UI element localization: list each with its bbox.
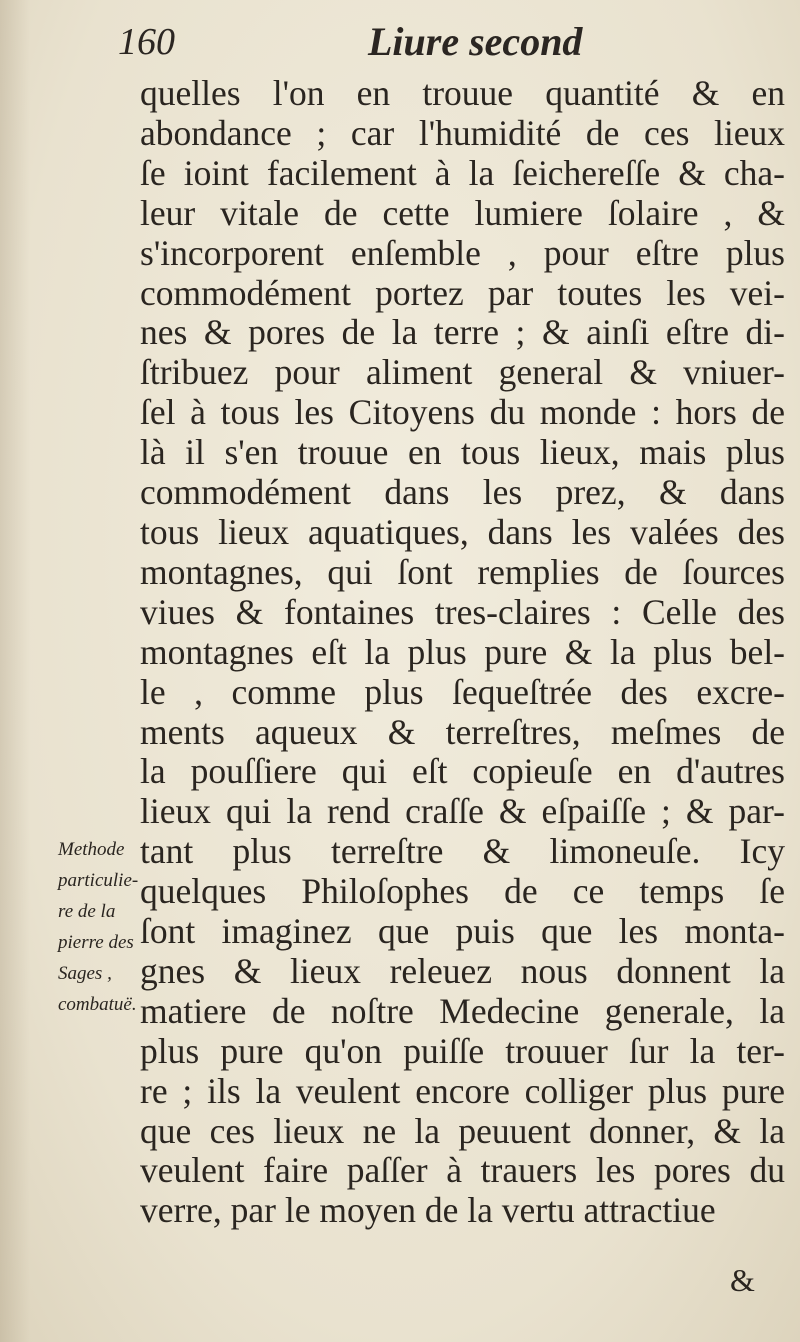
text-line: le , comme plus ſequeſtrée des excre- <box>140 671 785 712</box>
margin-note-line: re de la <box>58 901 116 922</box>
text-line: leur vitale de cette lumiere ſolaire , & <box>140 192 785 233</box>
gutter-shadow <box>0 0 30 1342</box>
margin-note <box>58 834 150 1020</box>
text-line: abondance ; car l'humidité de ces lieux <box>140 112 785 153</box>
text-line: s'incorporent enſemble , pour eſtre plus <box>140 232 785 273</box>
text-line: quelques Philoſophes de ce temps ſe <box>140 871 785 912</box>
page-number: 160 <box>118 21 175 63</box>
text-line: gnes & lieux releuez nous donnent la <box>140 950 785 991</box>
page-header <box>118 14 678 74</box>
text-line: ments aqueux & terreſtres, meſmes de <box>140 711 785 752</box>
catchword: & <box>730 1262 755 1298</box>
text-line: ſel à tous les Citoyens du monde : hors de <box>140 392 785 433</box>
text-line: plus pure qu'on puiſſe trouuer ſur la ter- <box>140 1030 785 1071</box>
text-line: montagnes, qui ſont remplies de ſources <box>140 551 785 592</box>
text-line: re ; ils la veulent encore colliger plus pure <box>140 1070 785 1111</box>
text-line: commodément dans les prez, & dans <box>140 472 785 513</box>
body-text <box>140 74 785 1231</box>
text-line: lieux qui la rend craſſe & eſpaiſſe ; & par- <box>140 791 785 832</box>
text-line: matiere de noſtre Medecine generale, la <box>140 990 785 1031</box>
text-line: verre, par le moyen de la vertu attractiue <box>140 1190 716 1231</box>
text-line: veulent faire paſſer à trauers les pores du <box>140 1150 785 1191</box>
margin-note-line: Sages , <box>58 963 112 984</box>
text-line: ſont imaginez que puis que les monta- <box>140 911 785 952</box>
text-line: montagnes eſt la plus pure & la plus bel- <box>140 631 785 672</box>
margin-note-line: particulie- <box>58 870 139 891</box>
text-line: tant plus terreſtre & limoneuſe. Icy <box>140 831 785 872</box>
margin-note-line: Methode <box>58 839 125 860</box>
text-line: ſtribuez pour aliment general & vniuer- <box>140 352 785 393</box>
text-line: viues & fontaines tres-claires : Celle des <box>140 591 785 632</box>
text-line: là il s'en trouue en tous lieux, mais plus <box>140 432 785 473</box>
text-line: que ces lieux ne la peuuent donner, & la <box>140 1110 785 1151</box>
text-line: la pouſſiere qui eſt copieuſe en d'autres <box>140 751 785 792</box>
running-title: Liure second <box>368 19 583 64</box>
text-line: quelles l'on en trouue quantité & en <box>140 73 785 113</box>
text-line: nes & pores de la terre ; & ainſi eſtre di- <box>140 312 785 353</box>
text-line: commodément portez par toutes les vei- <box>140 272 785 313</box>
margin-note-line: combatuë. <box>58 994 137 1015</box>
text-line: ſe ioint facilement à la ſeichereſſe & cha- <box>140 152 785 193</box>
text-line: tous lieux aquatiques, dans les valées des <box>140 511 785 552</box>
margin-note-line: pierre des <box>58 932 134 953</box>
